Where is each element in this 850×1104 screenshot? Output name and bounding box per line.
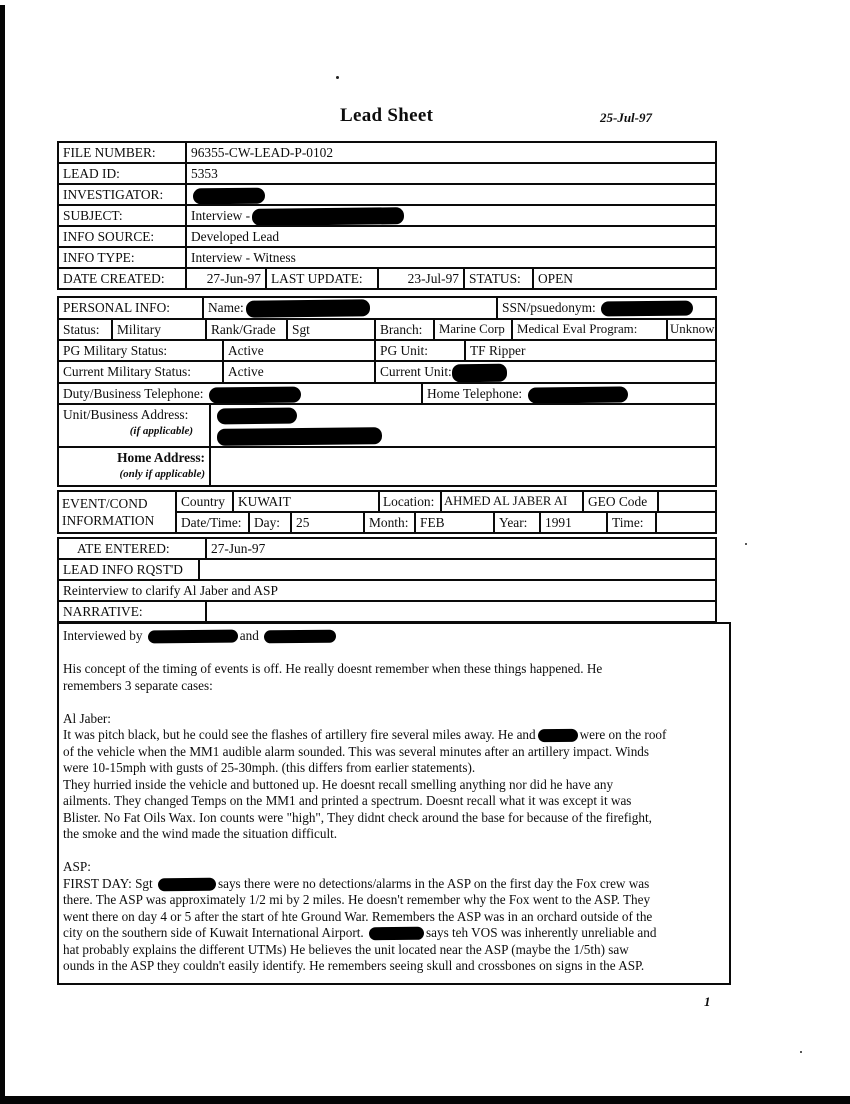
mil-status-value: Military [113,320,207,339]
rank-value: Sgt [288,320,376,339]
investigator-value [187,185,715,204]
scan-speck [800,1051,802,1053]
scan-artifact-bottom-edge [0,1096,850,1104]
current-status-row [59,362,715,384]
info-source-label: INFO SOURCE: [59,227,187,246]
home-address-label: Home Address: [117,450,205,465]
location-label: Location: [380,492,442,511]
narrative-line [63,727,727,744]
narrative-text: says teh VOS was inherently unreliable and [425,925,657,940]
unit-address-label: Unit/Business Address: [63,407,189,422]
lead-id-value: 5353 [191,166,218,181]
current-status-label: Current Military Status: [59,362,224,382]
redaction-bar [601,301,693,317]
date-entered-row [59,539,715,558]
unit-address-labels [59,405,211,446]
narrative-text: and [239,628,259,643]
file-number-label: FILE NUMBER: [59,143,187,162]
request-text-row [59,581,715,600]
pg-unit-label: PG Unit: [376,341,466,360]
unit-address-note: (if applicable) [129,425,193,437]
subject-row [59,206,715,227]
mil-status-label: Status: [59,320,113,339]
geo-code-value [659,492,715,511]
scan-artifact-left-edge [0,5,5,1104]
date-entered-label: ATE ENTERED: [59,539,207,558]
lead-id-label: LEAD ID: [59,164,187,183]
unit-address-value [211,405,715,446]
last-update-value: 23-Jul-97 [379,269,465,288]
narrative-line: the smoke and the wind made the situation difficult. [63,826,338,841]
narrative-blank-line [63,843,727,860]
day-value: 25 [292,513,365,532]
narrative-line: Al Jaber: [63,710,111,726]
file-number-row [59,143,715,164]
page-number: 1 [704,994,711,1009]
personal-info-table [57,296,717,487]
event-location-row [177,492,715,513]
request-text: Reinterview to clarify Al Jaber and ASP [63,583,278,598]
pg-unit-value: TF Ripper [470,343,526,358]
time-value [657,513,715,532]
narrative-line [63,876,727,893]
branch-value: Marine Corp [435,320,513,339]
redaction-bar [527,386,627,403]
narrative-text: were on the roof [579,727,667,742]
narrative-line: ounds in the ASP they couldn't easily identify. He remembers seeing skull and crossbones on signs in the ASP. [63,958,645,973]
narrative-line: of the vehicle when the MM1 audible alarm sounded. This was several minutes after an artillery impact. Winds [63,743,650,759]
month-value: FEB [416,513,495,532]
narrative-line: Blister. No Fat Oils Wax. Ion counts were "high", They didnt check around the base for because of the firefight, [63,809,652,825]
time-label: Time: [608,513,657,532]
narrative-label-row [59,602,715,621]
info-type-value: Interview - Witness [191,250,296,265]
narrative-line: They hurried inside the vehicle and buttoned up. He doesnt recall smelling anything nor did he have any [63,776,614,792]
ssn-label: SSN/psuedonym: [502,300,596,315]
current-unit-field [376,362,715,382]
narrative-label-box [57,600,717,623]
datetime-label: Date/Time: [177,513,250,532]
duty-phone-label: Duty/Business Telephone: [63,386,204,401]
date-entered-box [57,537,717,560]
redaction-bar [217,427,382,446]
redaction-bar [264,630,336,644]
redaction-bar [158,878,216,892]
narrative-text: says there were no detections/alarms in the ASP on the first day the Fox crew was [217,875,650,891]
country-label: Country [177,492,234,511]
subject-prefix: Interview - [191,208,251,223]
personal-info-label: PERSONAL INFO: [59,298,204,318]
scan-speck [745,543,747,545]
country-value: KUWAIT [234,492,380,511]
rank-label: Rank/Grade [207,320,288,339]
narrative-text: city on the southern side of Kuwait International Airport. [63,925,364,940]
home-phone-field [423,384,715,403]
redaction-bar [246,300,370,318]
narrative-text: It was pitch black, but he could see the flashes of artillery fire several miles away. He and [63,727,536,742]
name-label: Name: [208,300,244,315]
status-value: OPEN [538,271,573,286]
ssn-field [498,298,715,318]
redaction-bar [209,386,301,403]
subject-label: SUBJECT: [59,206,187,225]
info-type-label: INFO TYPE: [59,248,187,267]
lead-info-rqstd-label: LEAD INFO RQST'D [59,560,200,579]
lead-header-table [57,141,717,290]
info-source-value: Developed Lead [191,229,280,244]
event-info-table [57,490,717,534]
narrative-text: Interviewed by [63,628,143,643]
investigator-row [59,185,715,206]
redaction-bar [148,630,238,644]
day-label: Day: [250,513,292,532]
narrative-box [57,622,731,985]
narrative-line: were 10-15mph with gusts of 25-30mph. (this differs from earlier statements). [63,760,476,775]
lead-id-row [59,164,715,185]
narrative-line: hat probably explains the different UTMs) He believes the unit located near the ASP (maybe the 1/5th) saw [63,941,629,957]
redaction-bar [217,408,297,425]
subject-value [187,206,715,225]
branch-label: Branch: [376,320,435,339]
date-created-value: 27-Jun-97 [187,269,267,288]
lead-info-rqstd-box [57,558,717,581]
home-address-labels [59,448,211,485]
medical-eval-value: Unknow [670,322,715,336]
status-label: STATUS: [465,269,534,288]
redaction-bar [252,208,404,225]
event-rows [177,492,715,532]
lead-info-rqstd-row [59,560,715,579]
page-title: Lead Sheet [340,105,434,126]
current-unit-label: Current Unit: [380,364,452,379]
narrative-line: ailments. They changed Temps on the MM1 and printed a spectrum. Doesnt recall what it was except it was [63,793,632,808]
date-entered-value: 27-Jun-97 [211,541,266,556]
pg-status-row [59,341,715,362]
last-update-label: LAST UPDATE: [267,269,379,288]
narrative-text: FIRST DAY: Sgt [63,875,153,891]
current-status-value: Active [224,362,376,382]
event-label-line2: INFORMATION [62,513,155,528]
info-type-row [59,248,715,269]
narrative-blank-line [63,645,727,662]
narrative-blank-line [63,694,727,711]
event-label-line1: EVENT/COND [62,496,148,511]
home-address-note: (only if applicable) [119,468,205,480]
home-address-value [211,448,715,485]
duty-phone-field [59,384,423,403]
pg-status-value: Active [224,341,376,360]
unit-address-row [59,405,715,448]
document-date: 25-Jul-97 [600,110,652,125]
medical-eval-label: Medical Eval Program: [513,320,668,339]
pg-status-label: PG Military Status: [59,341,224,360]
narrative-line: remembers 3 separate cases: [63,677,213,693]
personal-name-row [59,298,715,320]
redaction-bar [369,927,424,941]
year-value: 1991 [541,513,608,532]
year-label: Year: [495,513,541,532]
narrative-line [63,925,727,942]
info-source-row [59,227,715,248]
narrative-line: there. The ASP was approximately 1/2 mi by 2 miles. He doesn't remember why the Fox went to the ASP. They [63,892,651,907]
scan-speck [336,76,339,79]
status-rank-branch-row [59,320,715,341]
name-field [204,298,498,318]
location-value: AHMED AL JABER AI [442,492,584,511]
narrative-label: NARRATIVE: [59,602,207,621]
home-phone-label: Home Telephone: [427,386,523,401]
date-created-label: DATE CREATED: [59,269,187,288]
narrative-label-value [207,602,715,621]
redaction-bar [538,729,578,742]
narrative-line: His concept of the timing of events is off. He really doesnt remember when these things happened. He [63,661,603,676]
redaction-bar [193,188,265,204]
month-label: Month: [365,513,416,532]
telephone-row [59,384,715,405]
dates-status-row [59,269,715,288]
event-datetime-row [177,513,715,532]
redaction-bar [452,364,507,382]
narrative-line [63,628,727,645]
request-text-box [57,579,717,602]
geo-code-label: GEO Code [584,492,659,511]
lead-info-rqstd-value [200,560,715,579]
narrative-line: went there on day 4 or 5 after the start of hte Ground War. Remembers the ASP was in an orchard outside of the [63,908,653,924]
home-address-row [59,448,715,485]
narrative-line: ASP: [63,859,91,874]
investigator-label: INVESTIGATOR: [59,185,187,204]
event-section-label [59,492,177,532]
file-number-value: 96355-CW-LEAD-P-0102 [191,145,334,160]
